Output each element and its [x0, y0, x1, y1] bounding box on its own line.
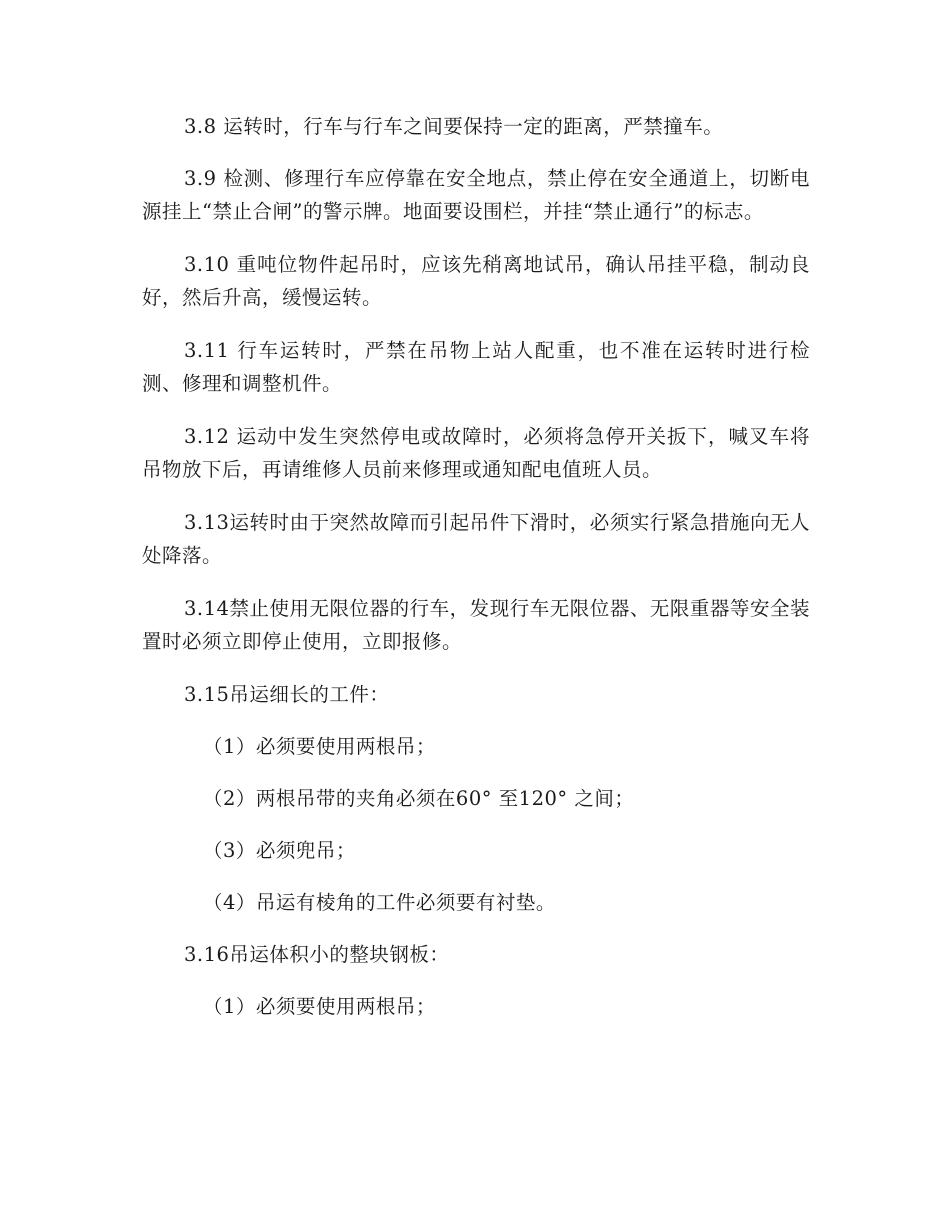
list-item-3-15-4: （4）吊运有棱角的工件必须要有衬垫。	[203, 891, 556, 914]
paragraph-3-15-heading: 3.15吊运细长的工件：	[184, 683, 390, 706]
paragraph-3-9: 3.9 检测、修理行车应停靠在安全地点，禁止停在安全通道上，切断电源挂上“禁止合闸”的警示牌。地面要设围栏，并挂“禁止通行”的标志。	[142, 167, 810, 223]
list-item-3-15-2: （2）两根吊带的夹角必须在60° 至120° 之间；	[203, 787, 635, 810]
paragraph-3-10: 3.10 重吨位物件起吊时，应该先稍离地试吊，确认吊挂平稳，制动良好，然后升高，缓慢运转。	[142, 253, 810, 309]
document-body	[142, 110, 810, 1042]
paragraph-3-14: 3.14禁止使用无限位器的行车，发现行车无限位器、无限重器等安全装置时必须立即停止使用，立即报修。	[142, 597, 810, 653]
paragraph-3-16-heading: 3.16吊运体积小的整块钢板：	[184, 943, 450, 966]
list-item-3-16-1: （1）必须要使用两根吊；	[203, 995, 436, 1018]
list-item-3-15-1: （1）必须要使用两根吊；	[203, 735, 436, 758]
list-item-3-15-3: （3）必须兜吊；	[203, 839, 356, 862]
paragraph-3-12: 3.12 运动中发生突然停电或故障时，必须将急停开关扳下，喊叉车将吊物放下后，再请维修人员前来修理或通知配电值班人员。	[142, 425, 810, 481]
paragraph-3-11: 3.11 行车运转时，严禁在吊物上站人配重，也不准在运转时进行检测、修理和调整机件。	[142, 339, 810, 395]
paragraph-3-8: 3.8 运转时，行车与行车之间要保持一定的距离，严禁撞车。	[184, 115, 724, 138]
paragraph-3-13: 3.13运转时由于突然故障而引起吊件下滑时，必须实行紧急措施向无人处降落。	[142, 511, 810, 567]
